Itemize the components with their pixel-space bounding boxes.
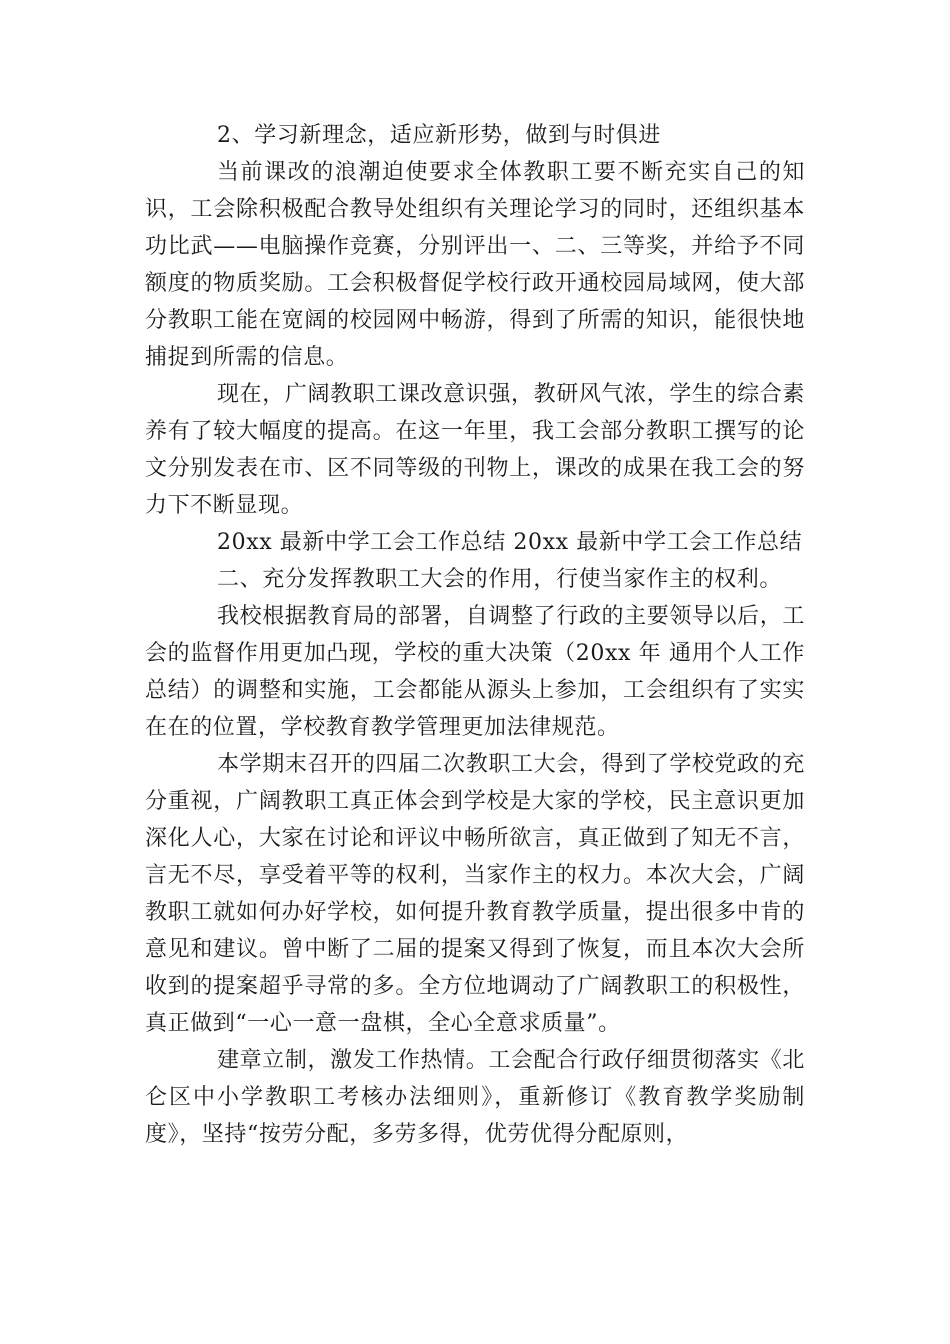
section-heading: 2、学习新理念，适应新形势，做到与时俱进 bbox=[217, 123, 661, 148]
body-paragraph: 本学期末召开的四届二次教职工大会，得到了学校党政的充分重视，广阔教职工真正体会到学校是大家的学校，民主意识更加深化人心，大家在讨论和评议中畅所欲言，真正做到了知无不言，言无不尽，享受着平等的权利，当家作主的权力。本次大会，广阔教职工就如何办好学校，如何提升教育教学质量，提出很多中肯的意见和建议。曾中断了二届的提案又得到了恢复，而且本次大会所收到的提案超乎寻常的多。全方位地调动了广阔教职工的积极性，真正做到“一心一意一盘棋，全心全意求质量”。 bbox=[145, 752, 805, 1036]
body-paragraph: 建章立制，激发工作热情。工会配合行政仔细贯彻落实《北仑区中小学教职工考核办法细则》，重新修订《教育教学奖励制度》，坚持“按劳分配，多劳多得，优劳优得分配原则， bbox=[145, 1048, 805, 1147]
section-heading: 二、充分发挥教职工大会的作用，行使当家作主的权利。 bbox=[217, 567, 783, 592]
document-title-line: 20xx 最新中学工会工作总结 20xx 最新中学工会工作总结 bbox=[217, 530, 803, 555]
body-paragraph: 我校根据教育局的部署，自调整了行政的主要领导以后，工会的监督作用更加凸现，学校的重大决策（20xx 年 通用个人工作总结）的调整和实施，工会都能从源头上参加，工会组织有了实实在在的位置，学校教育教学管理更加法律规范。 bbox=[145, 604, 805, 740]
document-page bbox=[145, 117, 805, 1153]
body-paragraph: 现在，广阔教职工课改意识强，教研风气浓，学生的综合素养有了较大幅度的提高。在这一年里，我工会部分教职工撰写的论文分别发表在市、区不同等级的刊物上，课改的成果在我工会的努力下不断显现。 bbox=[145, 382, 805, 518]
body-paragraph: 当前课改的浪潮迫使要求全体教职工要不断充实自己的知识，工会除积极配合教导处组织有关理论学习的同时，还组织基本功比武——电脑操作竞赛，分别评出一、二、三等奖，并给予不同额度的物质奖励。工会积极督促学校行政开通校园局域网，使大部分教职工能在宽阔的校园网中畅游，得到了所需的知识，能很快地捕捉到所需的信息。 bbox=[145, 160, 805, 370]
